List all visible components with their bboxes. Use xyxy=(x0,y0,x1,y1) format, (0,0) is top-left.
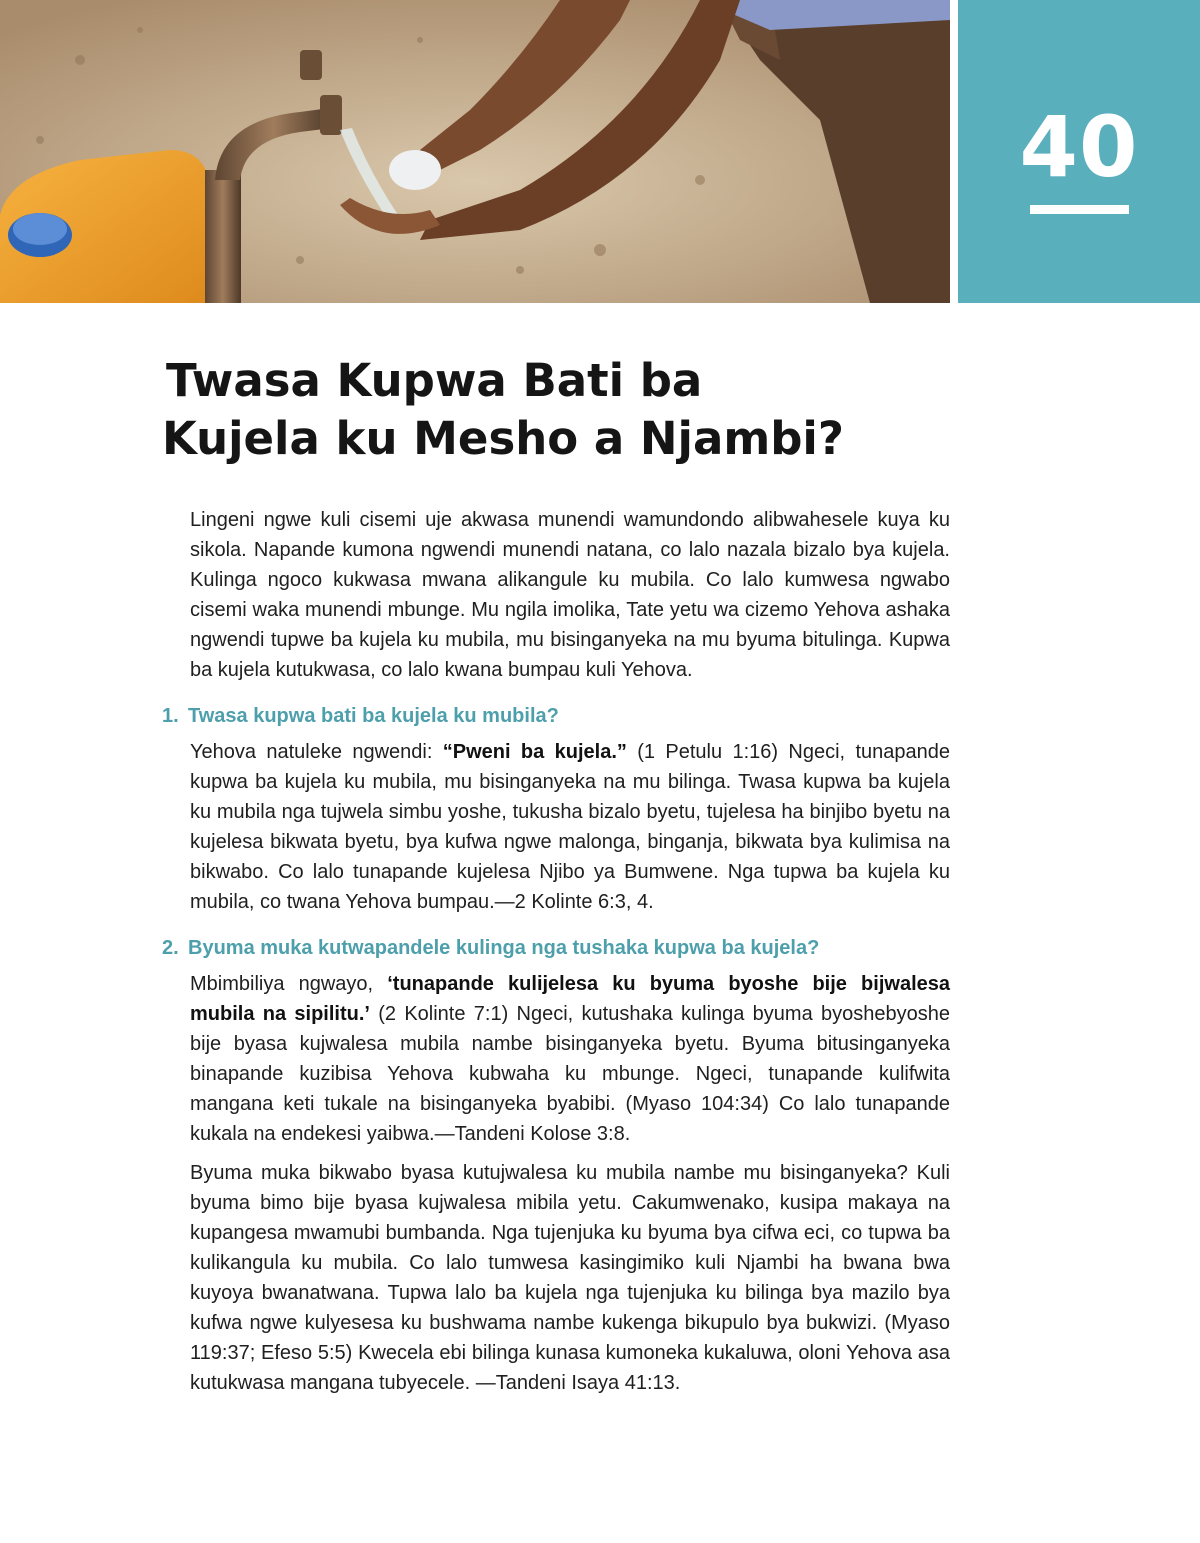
chapter-number: 40 xyxy=(1019,98,1139,196)
question-1-text: Twasa kupwa bati ba kujela ku mubila? xyxy=(188,705,559,727)
question-1-number: 1. xyxy=(162,705,179,727)
question-2-number: 2. xyxy=(162,937,179,959)
article-body xyxy=(162,505,952,1398)
question-2-text: Byuma muka kutwapandele kulinga nga tushaka kupwa ba kujela? xyxy=(188,937,820,959)
hand-washing-photo-icon xyxy=(0,0,950,303)
question-1-heading xyxy=(162,701,952,731)
q1-text-before: Yehova natuleke ngwendi: xyxy=(190,741,443,763)
q1-text-after: (1 Petulu 1:16) Ngeci, tunapande kupwa ba kujela ku mubila, mu bisinganyeka na mu bilinga. Twasa kupwa ba kujela ku mubila nga tujwela simbu yoshe, tukusha bizalo byetu, tujelesa ha binjibo byetu na kujelesa bikwata byetu, bya kufwa ngwe malonga, binganja, bikwata bya kulimisa na bikwabo. Co lalo tunapande kujelesa Njibo ya Bumwene. Nga tupwa ba kujela ku mubila, co twana Yehova bumpau.—2 Kolinte 6:3, 4. xyxy=(190,741,951,913)
chapter-badge xyxy=(958,0,1200,303)
title-line-1: Twasa Kupwa Bati ba xyxy=(166,354,703,407)
question-2-paragraph-1 xyxy=(190,969,950,1149)
intro-paragraph: Lingeni ngwe kuli cisemi uje akwasa munendi wamundondo alibwahesele kuya ku sikola. Napande kumona ngwendi munendi natana, co lalo nazala bizalo bya kujela. Kulinga ngoco kukwasa mwana alikangule ku mubila. Co lalo kumwesa ngwabo cisemi waka munendi mbunge. Mu ngila imolika, Tate yetu wa cizemo Yehova ashaka ngwendi tupwe ba kujela ku mubila, mu bisinganyeka na mu byuma bitulinga. Kupwa ba kujela kutukwasa, co lalo kwana bumpau kuli Yehova. xyxy=(190,509,950,681)
chapter-underline xyxy=(1030,205,1129,214)
question-1-paragraph xyxy=(190,737,950,917)
page-title xyxy=(162,352,922,468)
q2-text-after: (2 Kolinte 7:1) Ngeci, kutushaka kulinga byuma byoshebyoshe bije byasa kujwalesa mubila nambe bisinganyeka byetu. Byuma bitusinganyeka binapande kuzibisa Yehova kubwaha ku mbunge. Ngeci, tunapande kulifwita mangana keti tukale na bisinganyeka byabibi. (Myaso 104:34) Co lalo tunapande kukala na endekesi yaibwa.—Tandeni Kolose 3:8. xyxy=(190,1003,950,1145)
q1-bold-quote: “Pweni ba kujela.” xyxy=(442,741,627,763)
question-2-heading xyxy=(162,933,952,963)
title-line-2: Kujela ku Mesho a Njambi? xyxy=(162,412,844,465)
q2-text-before: Mbimbiliya ngwayo, xyxy=(190,973,388,995)
q2-bold-quote: ‘tunapande kulijelesa ku byuma byoshe bije bijwalesa mubila na sipilitu.’ xyxy=(190,973,950,1025)
question-2-paragraph-2: Byuma muka bikwabo byasa kutujwalesa ku mubila nambe mu bisinganyeka? Kuli byuma bimo bije byasa kujwalesa mibila yetu. Cakumwenako, kusipa makaya na kupangesa mwamubi bumbanda. Nga tujenjuka ku byuma bya cifwa eci, co tupwa ba kulikangula ku mubila. Co lalo tumwesa kasingimiko kuli Njambi ha bwana bwa kuyoya bwanatwana. Tupwa lalo ba kujela nga tujenjuka ku bilinga bya mazilo bya kufwa ngwe kulyesesa ku bushwama nambe kukenga bikupulo bya bukwizi. (Myaso 119:37; Efeso 5:5) Kwecela ebi bilinga kunasa kumoneka kukaluwa, oloni Yehova asa kutukwasa mangana tubyecele. —Tandeni Isaya 41:13. xyxy=(190,1162,950,1394)
header-photo xyxy=(0,0,950,303)
